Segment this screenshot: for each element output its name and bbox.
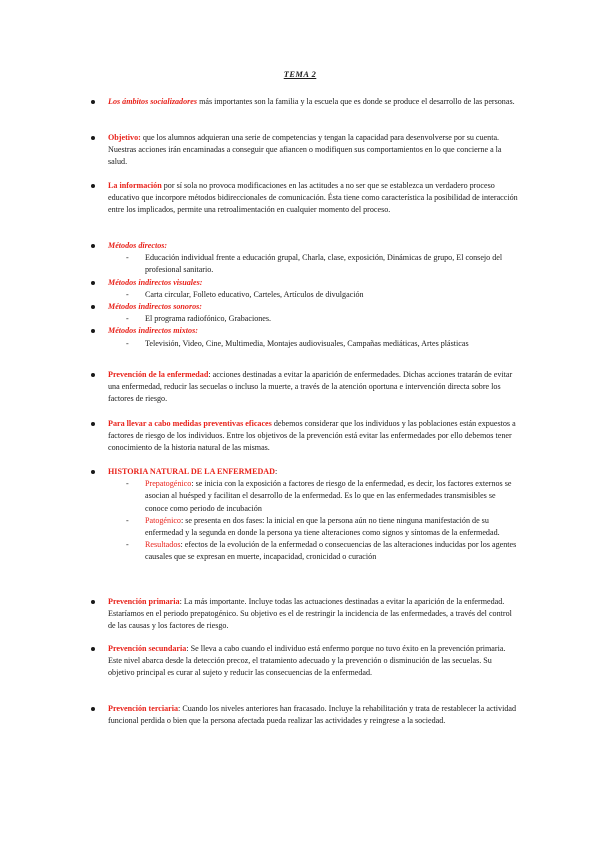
method-title: Métodos indirectos visuales:: [108, 277, 203, 287]
term-terciaria: Prevención terciaria: [108, 704, 179, 713]
dash-icon: -: [126, 338, 129, 348]
bullet-icon: [91, 244, 95, 248]
paragraph-terciaria: [108, 703, 520, 727]
dash-icon: -: [126, 314, 129, 324]
method-item: [108, 277, 520, 301]
method-item: [108, 301, 520, 325]
method-title: Métodos indirectos mixtos:: [108, 326, 198, 336]
paragraph-prevencion: [108, 369, 520, 406]
term-ambitos: Los ámbitos socializadores: [108, 97, 198, 106]
method-title: Métodos indirectos sonoros:: [108, 302, 202, 312]
paragraph-text: que los alumnos adquieran una serie de competencias y tengan la capacidad para desenvolverse por su cuenta. Nuestras acciones irán encaminadas a conseguir que afiancen o modifiquen sus comportamientos en lo que concierne a la salud.: [108, 133, 502, 167]
historia-label: Prepatogénico: [145, 479, 192, 489]
paragraph-informacion: [108, 180, 520, 217]
document-title: TEMA 2: [283, 70, 317, 79]
bullet-icon: [91, 329, 95, 333]
bullet-icon: [91, 647, 95, 651]
historia-label: Patogénico: [145, 515, 181, 525]
method-detail: - Televisión, Video, Cine, Multimedia, Montajes audiovisuales, Campañas mediáticas, Artes plásticas: [145, 338, 520, 350]
term-informacion: La información: [108, 181, 162, 190]
paragraph-medidas: [108, 418, 520, 455]
method-detail: - Educación individual frente a educación grupal, Charla, clase, exposición, Dinámicas de grupo, El consejo del profesional sanitario.: [126, 253, 503, 275]
paragraph-text: más importantes son la familia y la escuela que es donde se produce el desarrollo de las personas.: [197, 97, 515, 106]
method-item: [108, 325, 520, 349]
term-prevencion: Prevención de la enfermedad: [108, 370, 209, 379]
method-title: Métodos directos:: [108, 241, 168, 250]
dash-icon: -: [126, 253, 129, 263]
historia-item: - Patogénico: se presenta en dos fases: la inicial en que la persona aún no tiene ninguna manifestación de su enfermedad y la segunda en donde la persona ya tiene alteraciones como signos y síntomas de la enfermedad.: [126, 515, 500, 538]
term-medidas: Para llevar a cabo medidas preventivas eficaces: [108, 419, 272, 428]
term-historia: HISTORIA NATURAL DE LA ENFERMEDAD: [108, 467, 275, 476]
bullet-icon: [91, 470, 95, 474]
bullet-icon: [91, 707, 95, 711]
paragraph-historia: HISTORIA NATURAL DE LA ENFERMEDAD: - Prepatogénico: se inicia con la exposición a factores de riesgo de la enfermedad, es decir, los factores externos se asocian al huésped y facilitan el desarrollo de la enfermedad. Es lo que en las enfermedades transmisibles se conoce como periodo de incubación - Patogénico: se presenta en dos fases: la inicial en que la persona aún no tiene ninguna manifestación de su enfermedad y la segunda en donde la persona ya tiene alteraciones como signos y síntomas de la enfermedad. - Resultados: efectos de la evolución de la enfermedad o consecuencias de las alteraciones inducidas por los agentes causales que se expresan en muerte, incapacidad, cronicidad o curación: [108, 466, 520, 564]
method-detail: - El programa radiofónico, Grabaciones.: [145, 313, 520, 325]
dash-icon: -: [126, 479, 129, 489]
dash-icon: -: [126, 515, 129, 525]
bullet-icon: [91, 422, 95, 426]
paragraph-text: : La más importante. Incluye todas las actuaciones destinadas a evitar la aparición de la enfermedad. Estaríamos en el periodo prepatogénico. Su objetivo es el de restringir la incidencia de las enfermedades, a través del control de las causas y los factores de riesgo.: [108, 597, 512, 631]
bullet-icon: [91, 100, 95, 104]
methods-list: [108, 240, 520, 350]
paragraph-text: : Cuando los niveles anteriores han fracasado. Incluye la rehabilitación y trata de restablecer la actividad funcional perdida o bien que la persona afectada pueda realizar las actividades y reingrese a la sociedad.: [108, 704, 517, 726]
paragraph-secundaria: [108, 643, 520, 680]
bullet-icon: [91, 136, 95, 140]
paragraph-primaria: [108, 596, 520, 633]
historia-item: - Prepatogénico: se inicia con la exposición a factores de riesgo de la enfermedad, es decir, los factores externos se asocian al huésped y facilitan el desarrollo de la enfermedad. Es lo que en las enfermedades transmisibles se conoce como periodo de incubación: [126, 479, 512, 513]
paragraph-text: debemos considerar que los individuos y las poblaciones están expuestos a factores de riesgo de los individuos. Entre los objetivos de la prevención está evitar las enfermedades por ello debemos tener conocimiento de la historia natural de las mismas.: [108, 419, 516, 453]
paragraph-objetivo: [108, 132, 520, 169]
historia-label: Resultados: [145, 540, 181, 550]
dash-icon: -: [126, 289, 129, 299]
term-objetivo: Objetivo:: [108, 133, 141, 142]
term-primaria: Prevención primaria: [108, 597, 180, 606]
bullet-icon: [91, 305, 95, 309]
bullet-icon: [91, 184, 95, 188]
dash-icon: -: [126, 540, 129, 550]
method-item: [108, 240, 520, 277]
method-detail: - Carta circular, Folleto educativo, Carteles, Artículos de divulgación: [145, 289, 520, 301]
paragraph-text: : Se lleva a cabo cuando el individuo está enfermo porque no tuvo éxito en la prevención primaria. Este nivel abarca desde la detección precoz, el tratamiento adecuado y la prevención o disminución de las secuelas. Su objetivo principal es curar al sujeto y reducir las consecuencias de la enfermedad.: [108, 644, 506, 678]
paragraph-text: por sí sola no provoca modificaciones en las actitudes a no ser que se establezca un verdadero proceso educativo que incorpore métodos bidireccionales de comunicación. Ésta tiene como característica la posibilidad de interacción entre los implicados, permite una retroalimentación en cualquier momento del proceso.: [108, 181, 518, 215]
bullet-icon: [91, 281, 95, 285]
paragraph-text: : acciones destinadas a evitar la aparición de enfermedades. Dichas acciones tratarán de evitar una enfermedad, reducir las secuelas o incluso la muerte, a través de la atención oportuna e intervención directa sobre los factores de riesgo.: [108, 370, 513, 404]
term-secundaria: Prevención secundaria: [108, 644, 187, 653]
bullet-icon: [91, 600, 95, 604]
historia-item: - Resultados: efectos de la evolución de la enfermedad o consecuencias de las alteraciones inducidas por los agentes causales que se expresan en muerte, incapacidad, cronicidad o curación: [126, 540, 517, 562]
paragraph-ambitos: [108, 96, 520, 108]
bullet-icon: [91, 373, 95, 377]
